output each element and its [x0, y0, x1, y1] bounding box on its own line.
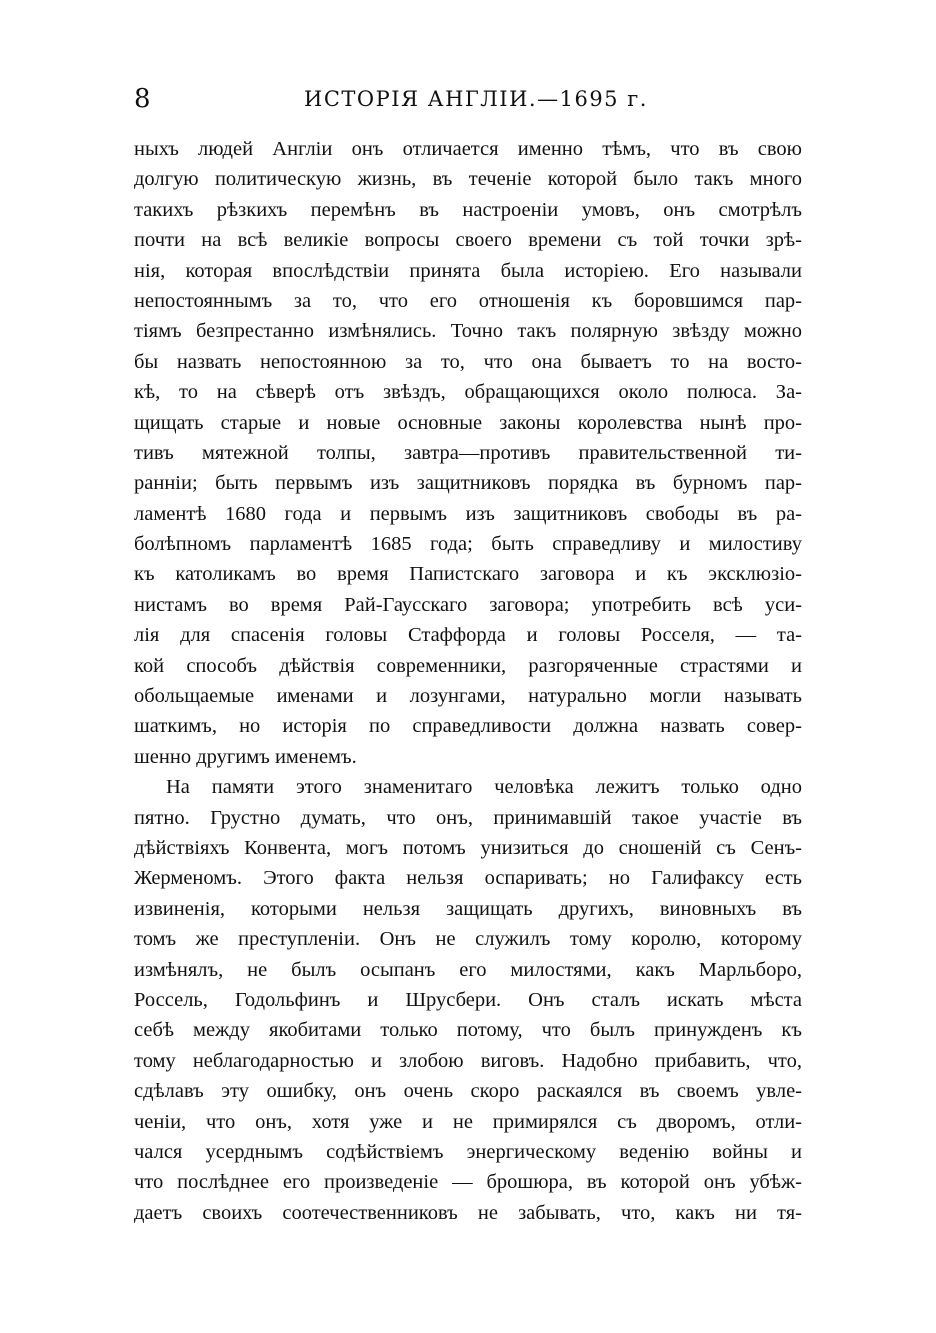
- text-line: что послѣднее его произведеніе — брошюра, въ которой онъ убѣж-: [134, 1171, 802, 1194]
- paragraph-1: [134, 134, 802, 772]
- text-line: лія для спасенія головы Стаффорда и головы Росселя, — та-: [134, 624, 802, 647]
- text-line: извиненія, которыми нельзя защищать другихъ, виновныхъ въ: [134, 897, 802, 920]
- text-line: тому неблагодарностью и злобою виговъ. Надобно прибавить, что,: [134, 1049, 802, 1072]
- text-line: бы назвать непостоянною за то, что она бываетъ то на восто-: [134, 350, 802, 373]
- text-line: пятно. Грустно думать, что онъ, принимавшій такое участіе въ: [134, 806, 802, 829]
- page-header: [134, 84, 802, 114]
- text-line: измѣнялъ, не былъ осыпанъ его милостями, какъ Марльборо,: [134, 958, 802, 981]
- text-line: ныхъ людей Англіи онъ отличается именно тѣмъ, что въ свою: [134, 138, 802, 160]
- text-line: кѣ, то на сѣверѣ отъ звѣздъ, обращающихся около полюса. За-: [134, 381, 802, 404]
- text-line: болѣпномъ парламентѣ 1685 года; быть справедливу и милостиву: [134, 533, 802, 556]
- text-line: даетъ своихъ соотечественниковъ не забывать, что, какъ ни тя-: [134, 1201, 802, 1224]
- text-line: обольщаемые именами и лозунгами, натурально могли называть: [134, 685, 802, 708]
- text-line: нія, которая впослѣдствіи принята была исторіею. Его называли: [134, 259, 802, 282]
- text-line: такихъ рѣзкихъ перемѣнъ въ настроеніи умовъ, онъ смотрѣлъ: [134, 198, 802, 221]
- text-line: щищать старые и новые основные законы королевства нынѣ про-: [134, 411, 802, 434]
- body-text: [134, 134, 802, 1228]
- text-line: непостояннымъ за то, что его отношенія къ боровшимся пар-: [134, 289, 802, 312]
- text-line: ченіи, что онъ, хотя уже и не примирялся съ дворомъ, отли-: [134, 1110, 802, 1133]
- text-line: кой способъ дѣйствія современники, разгоряченные страстями и: [134, 654, 802, 677]
- text-line: дѣйствіяхъ Конвента, могъ потомъ унизиться до сношеній съ Сенъ-: [134, 836, 802, 859]
- text-line: себѣ между якобитами только потому, что былъ принужденъ къ: [134, 1019, 802, 1042]
- paragraph-2: [134, 772, 802, 1228]
- text-line: шенно другимъ именемъ.: [134, 745, 357, 768]
- text-line: долгую политическую жизнь, въ теченіе которой было такъ много: [134, 168, 802, 191]
- text-line: сдѣлавъ эту ошибку, онъ очень скоро раскаялся въ своемъ увле-: [134, 1080, 802, 1103]
- text-line: шаткимъ, но исторія по справедливости должна назвать совер-: [134, 715, 802, 738]
- text-line: Жерменомъ. Этого факта нельзя оспаривать; но Галифаксу есть: [134, 867, 802, 890]
- text-line: почти на всѣ великіе вопросы своего времени съ той точки зрѣ-: [134, 229, 802, 252]
- text-line: къ католикамъ во время Папистскаго заговора и къ эксклюзіо-: [134, 563, 802, 586]
- page-number: 8: [134, 84, 151, 114]
- text-line: нистамъ во время Рай-Гаусскаго заговора; употребить всѣ уси-: [134, 593, 802, 616]
- text-line: Россель, Годольфинъ и Шрусбери. Онъ сталъ искать мѣста: [134, 988, 802, 1011]
- text-line: томъ же преступленіи. Онъ не служилъ тому королю, которому: [134, 928, 802, 951]
- text-line: тивъ мятежной толпы, завтра—противъ правительственной ти-: [134, 441, 802, 464]
- text-line: На памяти этого знаменитаго человѣка лежитъ только одно: [166, 776, 802, 799]
- text-line: ламентѣ 1680 года и первымъ изъ защитниковъ свободы въ ра-: [134, 502, 802, 525]
- text-line: чался усерднымъ содѣйствіемъ энергическому веденію войны и: [134, 1140, 802, 1163]
- text-line: тіямъ безпрестанно измѣнялись. Точно такъ полярную звѣзду можно: [134, 320, 802, 343]
- text-line: ранніи; быть первымъ изъ защитниковъ порядка въ бурномъ пар-: [134, 472, 802, 495]
- running-title: ИСТОРІЯ АНГЛІИ.—1695 г.: [304, 87, 648, 111]
